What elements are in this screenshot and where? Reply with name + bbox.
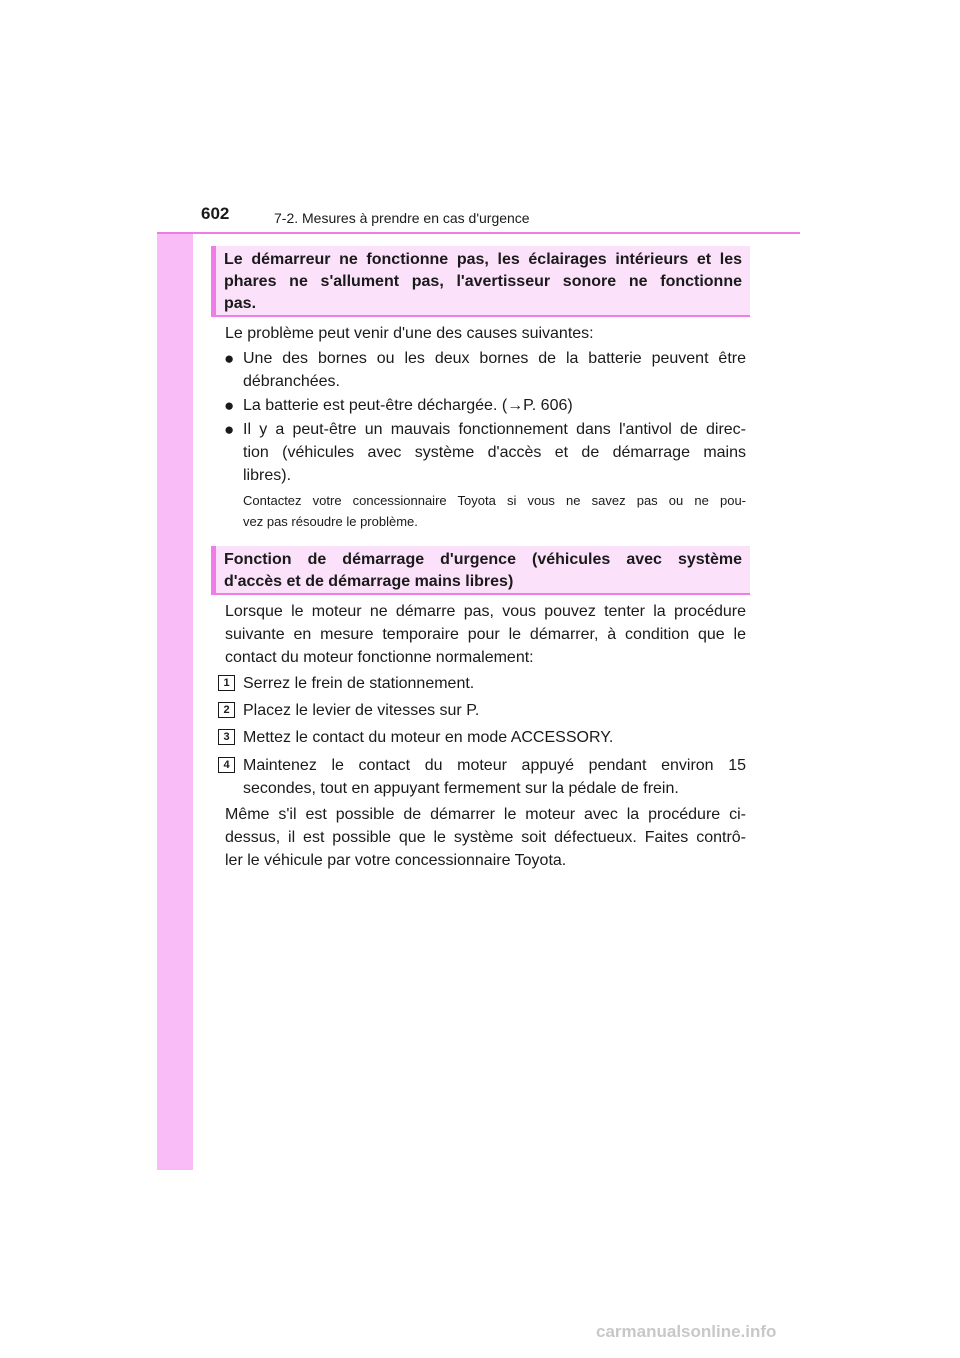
bullet-line: débranchées.: [243, 373, 340, 390]
section1-heading-line: phares ne s'allument pas, l'avertisseur sonore ne fonctionne: [224, 273, 742, 290]
step-number-badge: 1: [218, 675, 235, 691]
watermark: carmanualsonline.info: [596, 1322, 777, 1341]
section2-closing: [225, 803, 746, 872]
bullet-item: [224, 347, 746, 393]
bullet-line: libres).: [243, 467, 292, 484]
step-number-badge: 4: [218, 757, 235, 773]
bullet-text: [243, 347, 746, 393]
step-text: [243, 754, 746, 800]
intro-line: suivante en mesure temporaire pour le démarrer, à condition que le: [225, 626, 746, 643]
bullet-line: tion (véhicules avec système d'accès et de démarrage mains: [243, 444, 746, 461]
section-title: 7-2. Mesures à prendre en cas d'urgence: [274, 210, 530, 226]
step-text: [243, 726, 746, 749]
section1-heading-line: Le démarreur ne fonctionne pas, les éclairages intérieurs et les: [224, 251, 742, 268]
bullet-item: [224, 418, 746, 487]
step-number-badge: 2: [218, 702, 235, 718]
step-item: [218, 699, 746, 722]
section2-heading-line: d'accès et de démarrage mains libres): [224, 573, 514, 590]
step-number-badge: 3: [218, 729, 235, 745]
bullet-line: Il y a peut-être un mauvais fonctionnement dans l'antivol de direc-: [243, 421, 746, 438]
step-item: [218, 754, 746, 800]
section2-heading-line: Fonction de démarrage d'urgence (véhicules avec système: [224, 551, 742, 568]
page-number: 602: [201, 204, 230, 223]
note-line: Contactez votre concessionnaire Toyota si vous ne savez pas ou ne pou-: [243, 493, 746, 508]
bullet-text: [243, 418, 746, 487]
bullet-line: Une des bornes ou les deux bornes de la batterie peuvent être: [243, 350, 746, 367]
intro-line: contact du moteur fonctionne normalement:: [225, 649, 534, 666]
step-line: Mettez le contact du moteur en mode ACCESSORY.: [243, 729, 614, 746]
step-line: Placez le levier de vitesses sur P.: [243, 702, 480, 719]
bullet-dot-icon: ●: [224, 396, 235, 415]
section2-heading: [211, 546, 750, 595]
intro-line: Lorsque le moteur ne démarre pas, vous pouvez tenter la procédure: [225, 603, 746, 620]
step-item: [218, 726, 746, 749]
note-line: vez pas résoudre le problème.: [243, 514, 418, 529]
section1-heading: [211, 246, 750, 317]
closing-line: Même s'il est possible de démarrer le moteur avec la procédure ci-: [225, 806, 746, 823]
step-line: Serrez le frein de stationnement.: [243, 675, 475, 692]
section2-intro: [225, 600, 746, 669]
bullet-item: [224, 394, 746, 417]
step-text: [243, 672, 746, 695]
bullet-text: [243, 394, 746, 417]
section1-heading-line: pas.: [224, 295, 257, 312]
section1-note: [243, 490, 746, 532]
step-line: secondes, tout en appuyant fermement sur la pédale de frein.: [243, 780, 679, 797]
step-text: [243, 699, 746, 722]
step-item: [218, 672, 746, 695]
bullet-dot-icon: ●: [224, 420, 235, 439]
closing-line: dessus, il est possible que le système soit défectueux. Faites contrô-: [225, 829, 746, 846]
section1-intro-text: Le problème peut venir d'une des causes suivantes:: [225, 325, 594, 342]
bullet-dot-icon: ●: [224, 349, 235, 368]
step-line: Maintenez le contact du moteur appuyé pendant environ 15: [243, 757, 746, 774]
section1-intro: [225, 322, 746, 345]
closing-line: ler le véhicule par votre concessionnaire Toyota.: [225, 852, 567, 869]
side-tab-band: [157, 187, 193, 1170]
header-divider: [157, 232, 800, 234]
bullet-line: La batterie est peut-être déchargée. (→P. 606): [243, 397, 573, 414]
